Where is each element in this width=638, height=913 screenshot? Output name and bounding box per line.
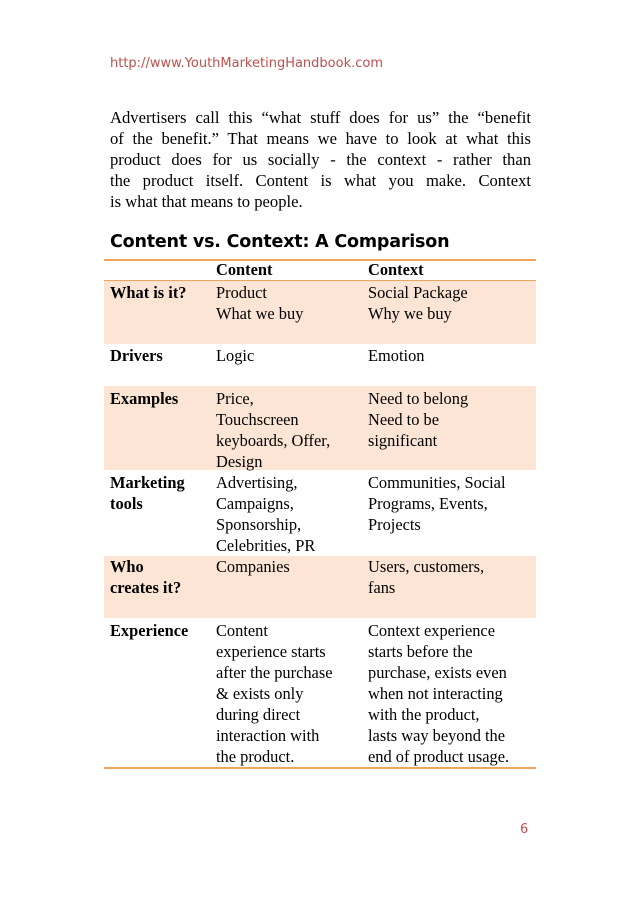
row-label-line: Examples (110, 389, 179, 408)
cell-line: fans (368, 578, 396, 597)
row-label-line: What is it? (110, 283, 187, 302)
cell-line: lasts way beyond the (368, 726, 506, 745)
cell-line: end of product usage. (368, 747, 510, 766)
row-label-who-creates-it (110, 556, 181, 598)
content-cell-what-is-it (216, 282, 303, 324)
cell-line: starts before the (368, 642, 473, 661)
cell-line: interaction with (216, 726, 320, 745)
cell-line: keyboards, Offer, (216, 431, 331, 450)
cell-line: Logic (216, 346, 255, 365)
row-label-experience (110, 620, 188, 641)
cell-line: the product. (216, 747, 295, 766)
intro-line: the product itself. Content is what you make. Context (110, 171, 531, 190)
intro-line: of the benefit.” That means we have to look at what this (110, 129, 531, 148)
column-header-context: Context (368, 260, 424, 279)
cell-line: after the purchase (216, 663, 333, 682)
context-cell-drivers (368, 345, 424, 366)
cell-line: Design (216, 452, 263, 471)
row-label-line: Experience (110, 621, 189, 640)
table-bottom-rule (104, 767, 536, 769)
cell-line: with the product, (368, 705, 480, 724)
cell-line: Users, customers, (368, 557, 485, 576)
row-label-line: tools (110, 494, 143, 513)
cell-line: Communities, Social (368, 473, 506, 492)
cell-line: Price, (216, 389, 254, 408)
cell-line: Need to belong (368, 389, 469, 408)
cell-line: Companies (216, 557, 290, 576)
page-number: 6 (520, 822, 529, 837)
context-cell-marketing-tools (368, 472, 506, 535)
context-cell-who-creates-it (368, 556, 484, 598)
content-cell-who-creates-it (216, 556, 290, 577)
cell-line: Programs, Events, (368, 494, 488, 513)
cell-line: during direct (216, 705, 301, 724)
cell-line: Campaigns, (216, 494, 294, 513)
cell-line: Product (216, 283, 267, 302)
table-title: Content vs. Context: A Comparison (110, 232, 450, 252)
context-cell-what-is-it (368, 282, 468, 324)
row-label-drivers (110, 345, 163, 366)
content-cell-drivers (216, 345, 254, 366)
cell-line: Advertising, (216, 473, 298, 492)
cell-line: Celebrities, PR (216, 536, 316, 555)
row-label-line: Who (110, 557, 144, 576)
cell-line: Emotion (368, 346, 425, 365)
table-top-rule (104, 259, 536, 261)
cell-line: & exists only (216, 684, 304, 703)
row-label-examples (110, 388, 178, 409)
row-label-line: Drivers (110, 346, 163, 365)
cell-line: experience starts (216, 642, 326, 661)
content-cell-examples (216, 388, 330, 472)
content-cell-marketing-tools (216, 472, 315, 556)
cell-line: Touchscreen (216, 410, 299, 429)
cell-line: What we buy (216, 304, 304, 323)
cell-line: purchase, exists even (368, 663, 507, 682)
context-cell-examples (368, 388, 468, 451)
row-label-line: creates it? (110, 578, 182, 597)
context-cell-experience (368, 620, 509, 767)
header-url-link[interactable]: http://www.YouthMarketingHandbook.com (110, 56, 384, 71)
row-label-line: Marketing (110, 473, 185, 492)
intro-line: product does for us socially - the context - rather than (110, 150, 531, 169)
cell-line: Content (216, 621, 268, 640)
cell-line: Projects (368, 515, 421, 534)
cell-line: significant (368, 431, 438, 450)
cell-line: Sponsorship, (216, 515, 302, 534)
row-label-what-is-it (110, 282, 187, 303)
content-cell-experience (216, 620, 333, 767)
intro-paragraph (110, 107, 531, 212)
table-header-rule (104, 280, 536, 281)
cell-line: Why we buy (368, 304, 452, 323)
intro-line: Advertisers call this “what stuff does for us” the “benefit (110, 108, 531, 127)
row-label-marketing-tools (110, 472, 185, 514)
intro-line: is what that means to people. (110, 192, 303, 211)
column-header-content: Content (216, 260, 273, 279)
cell-line: when not interacting (368, 684, 503, 703)
cell-line: Need to be (368, 410, 439, 429)
cell-line: Context experience (368, 621, 495, 640)
cell-line: Social Package (368, 283, 468, 302)
